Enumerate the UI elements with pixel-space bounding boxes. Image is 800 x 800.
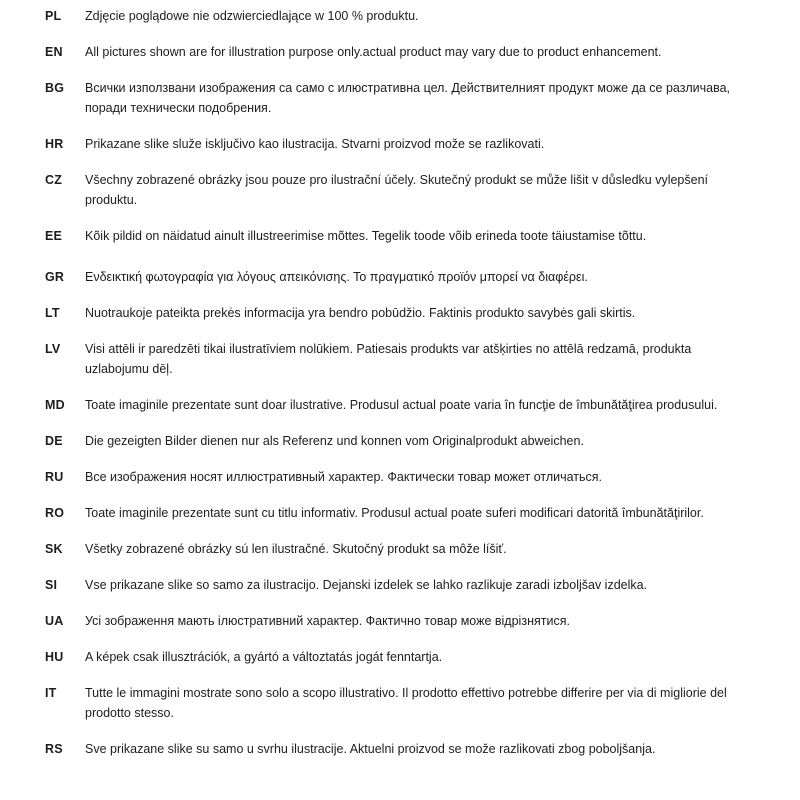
language-code: RU — [45, 470, 64, 484]
disclaimer-row — [45, 539, 745, 559]
disclaimer-row — [45, 6, 745, 26]
disclaimer-row — [45, 134, 745, 154]
disclaimer-row — [45, 503, 745, 523]
disclaimer-row — [45, 170, 745, 210]
disclaimer-text: Усі зображення мають ілюстративний характер. Фактично товар може відрізнятися. — [85, 614, 570, 628]
language-code: DE — [45, 434, 63, 448]
disclaimer-row — [45, 42, 745, 62]
language-code: EE — [45, 229, 63, 243]
language-code: RS — [45, 742, 63, 756]
language-code: LT — [45, 306, 60, 320]
disclaimer-text: Prikazane slike služe isključivo kao ilustracija. Stvarni proizvod može se razlikovati. — [85, 137, 545, 151]
disclaimer-text: Tutte le immagini mostrate sono solo a scopo illustrativo. Il prodotto effettivo potrebbe differire per via di migliorie del prodotto stesso. — [85, 686, 727, 720]
disclaimer-row — [45, 339, 745, 379]
language-code: CZ — [45, 173, 63, 187]
disclaimer-text: Všetky zobrazené obrázky sú len ilustračné. Skutočný produkt sa môže líšiť. — [85, 542, 507, 556]
language-code: SK — [45, 542, 63, 556]
disclaimer-text: Die gezeigten Bilder dienen nur als Referenz und konnen vom Originalprodukt abweichen. — [85, 434, 584, 448]
language-code: RO — [45, 506, 65, 520]
disclaimer-row — [45, 647, 745, 667]
language-code: PL — [45, 9, 62, 23]
disclaimer-text: Visi attēli ir paredzēti tikai ilustratīviem nolūkiem. Patiesais produkts var atšķirties no attēlā redzamā, produkta uzlabojumu dēļ. — [85, 342, 692, 376]
disclaimer-row — [45, 683, 745, 723]
disclaimer-text: All pictures shown are for illustration purpose only.actual product may vary due to product enhancement. — [85, 45, 662, 59]
language-code: HR — [45, 137, 64, 151]
disclaimer-row — [45, 467, 745, 487]
disclaimer-row — [45, 78, 745, 118]
language-code: SI — [45, 578, 58, 592]
disclaimer-list — [45, 6, 745, 759]
disclaimer-text: Všechny zobrazené obrázky jsou pouze pro ilustrační účely. Skutečný produkt se může lišit v důsledku vylepšení produktu. — [85, 173, 709, 207]
disclaimer-text: Ενδεικτική φωτογραφία για λόγους απεικόνισης. Το πραγματικό προϊόν μπορεί να διαφέρει. — [85, 270, 588, 284]
disclaimer-row — [45, 226, 745, 246]
disclaimer-text: A képek csak illusztrációk, a gyártó a változtatás jogát fenntartja. — [85, 650, 443, 664]
disclaimer-text: Sve prikazane slike su samo u svrhu ilustracije. Aktuelni proizvod se može razlikovati zbog poboljšanja. — [85, 742, 656, 756]
language-code: HU — [45, 650, 64, 664]
disclaimer-row — [45, 267, 745, 287]
language-code: UA — [45, 614, 64, 628]
language-code: GR — [45, 270, 65, 284]
disclaimer-text: Nuotraukoje pateikta prekės informacija yra bendro pobūdžio. Faktinis produkto savybės gali skirtis. — [85, 306, 636, 320]
disclaimer-text: Zdjęcie poglądowe nie odzwierciedlające w 100 % produktu. — [85, 9, 419, 23]
disclaimer-text: Toate imaginile prezentate sunt cu titlu informativ. Produsul actual poate suferi modificari datorită îmbunătăţirilor. — [85, 506, 704, 520]
language-code: EN — [45, 45, 63, 59]
disclaimer-text: Все изображения носят иллюстративный характер. Фактически товар может отличаться. — [85, 470, 603, 484]
disclaimer-row — [45, 575, 745, 595]
disclaimer-row — [45, 431, 745, 451]
language-code: IT — [45, 686, 57, 700]
disclaimer-text: Kõik pildid on näidatud ainult illustreerimise mõttes. Tegelik toode võib erineda toote täiustamise tõttu. — [85, 229, 647, 243]
disclaimer-text: Vse prikazane slike so samo za ilustracijo. Dejanski izdelek se lahko razlikuje zaradi izboljšav izdelka. — [85, 578, 648, 592]
disclaimer-row — [45, 395, 745, 415]
disclaimer-row — [45, 739, 745, 759]
disclaimer-text: Toate imaginile prezentate sunt doar ilustrative. Produsul actual poate varia în funcţie de îmbunătăţirea produsului. — [85, 398, 718, 412]
disclaimer-row — [45, 303, 745, 323]
language-code: MD — [45, 398, 65, 412]
language-code: BG — [45, 81, 65, 95]
disclaimer-row — [45, 611, 745, 631]
disclaimer-text: Всички използвани изображения са само с илюстративна цел. Действителният продукт може да се различава, поради технически подобрения. — [85, 81, 730, 115]
language-code: LV — [45, 342, 61, 356]
